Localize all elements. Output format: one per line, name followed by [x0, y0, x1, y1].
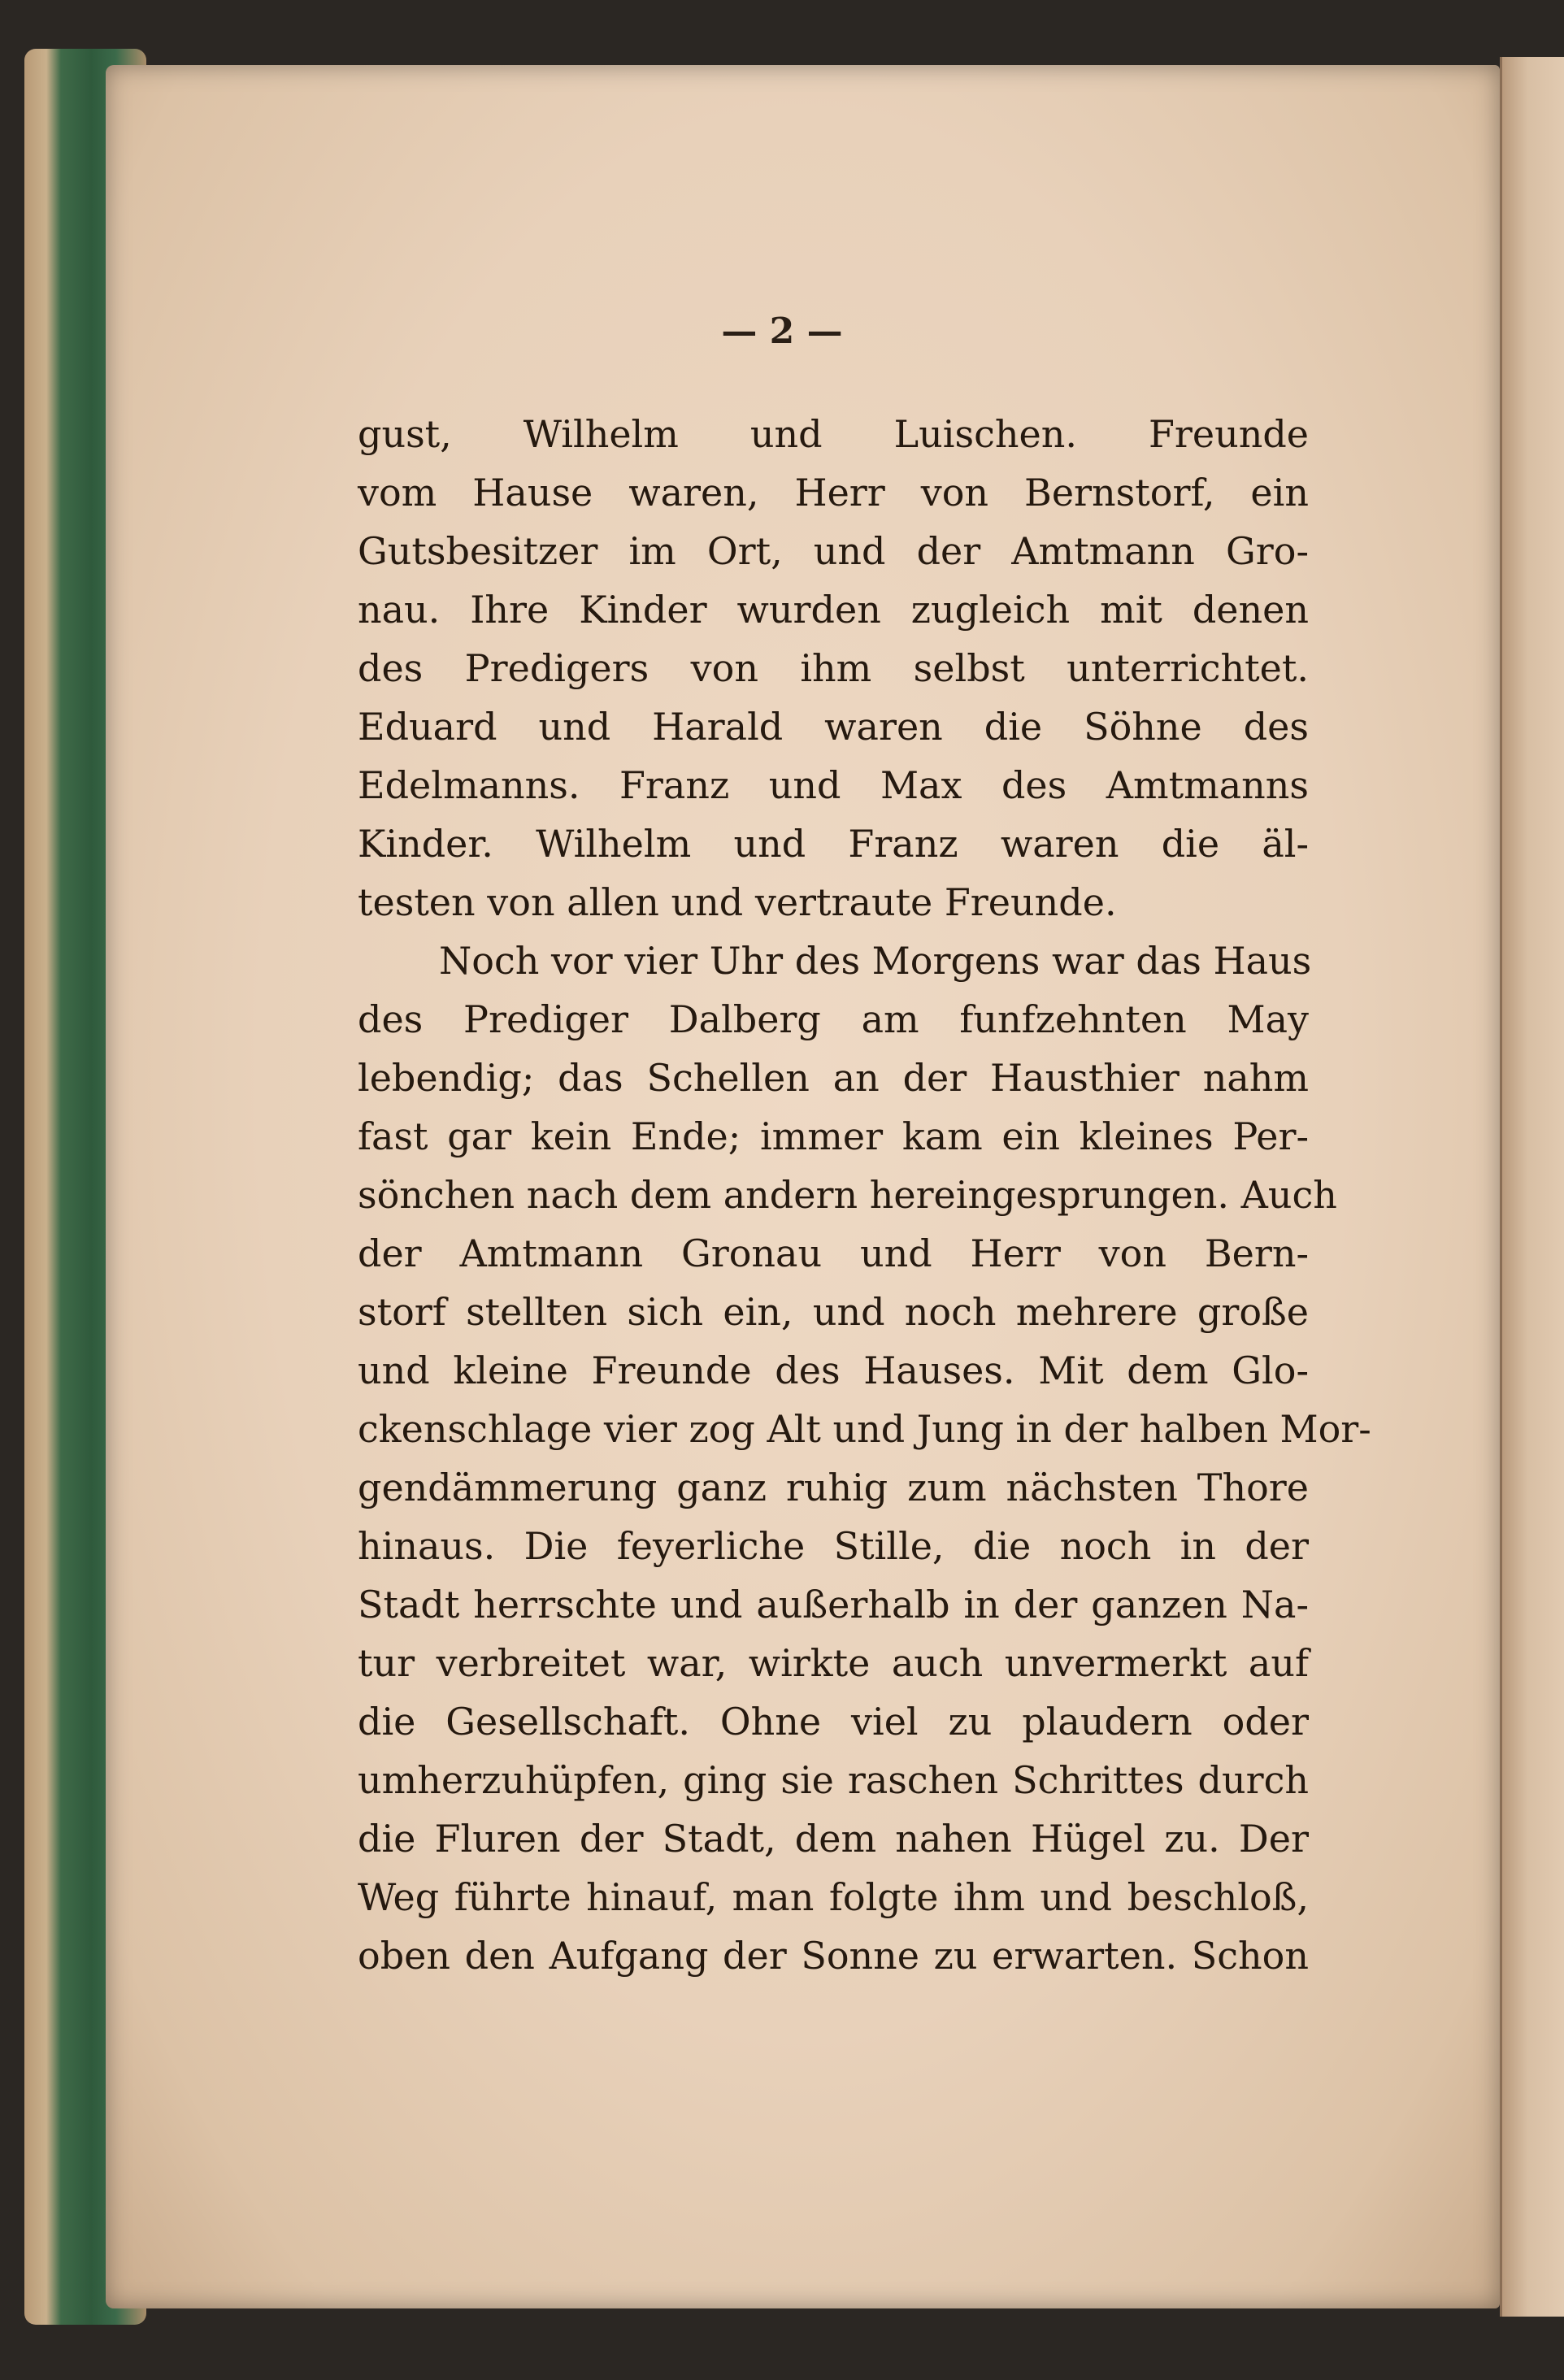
- page-text: [358, 405, 1371, 1985]
- text-line: tur verbreitet war, wirkte auch unvermerkt auf: [358, 1641, 1309, 1685]
- text-line: Noch vor vier Uhr des Morgens war das Haus: [439, 939, 1312, 983]
- text-line: des Predigers von ihm selbst unterrichtet.: [358, 646, 1309, 690]
- paragraph-1: [358, 405, 1309, 932]
- text-line: hinaus. Die feyerliche Stille, die noch in der: [358, 1524, 1309, 1568]
- text-line: umherzuhüpfen, ging sie raschen Schrittes durch: [358, 1758, 1309, 1802]
- text-line: Weg führte hinauf, man folgte ihm und beschloß,: [358, 1875, 1309, 1919]
- text-line: gendämmerung ganz ruhig zum nächsten Thore: [358, 1466, 1309, 1509]
- text-line: des Prediger Dalberg am funfzehnten May: [358, 997, 1309, 1041]
- text-line: die Gesellschaft. Ohne viel zu plaudern oder: [358, 1700, 1309, 1744]
- text-line: Kinder. Wilhelm und Franz waren die äl-: [358, 822, 1309, 866]
- text-line: oben den Aufgang der Sonne zu erwarten. Schon: [358, 1934, 1309, 1978]
- text-line: und kleine Freunde des Hauses. Mit dem Glo-: [358, 1349, 1309, 1392]
- text-line: gust, Wilhelm und Luischen. Freunde: [358, 412, 1309, 456]
- text-line: Gutsbesitzer im Ort, und der Amtmann Gro-: [358, 529, 1309, 573]
- text-line: Eduard und Harald waren die Söhne des: [358, 705, 1309, 749]
- text-line: testen von allen und vertraute Freunde.: [358, 880, 1117, 924]
- paragraph-2: [358, 932, 1371, 1985]
- page-number: — 2 —: [721, 311, 843, 352]
- text-line: lebendig; das Schellen an der Hausthier nahm: [358, 1056, 1309, 1100]
- text-line: nau. Ihre Kinder wurden zugleich mit denen: [358, 588, 1309, 632]
- text-line: fast gar kein Ende; immer kam ein kleines Per-: [358, 1114, 1309, 1158]
- text-line: Edelmanns. Franz und Max des Amtmanns: [358, 763, 1309, 807]
- facing-page-edge: [1500, 57, 1564, 2317]
- text-line: storf stellten sich ein, und noch mehrere große: [358, 1290, 1309, 1334]
- text-line: ckenschlage vier zog Alt und Jung in der halben Mor-: [358, 1407, 1371, 1451]
- text-line: sönchen nach dem andern hereingesprungen. Auch: [358, 1173, 1337, 1217]
- text-line: vom Hause waren, Herr von Bernstorf, ein: [358, 471, 1309, 515]
- text-line: die Fluren der Stadt, dem nahen Hügel zu. Der: [358, 1817, 1309, 1861]
- text-line: der Amtmann Gronau und Herr von Bern-: [358, 1231, 1309, 1275]
- text-line: Stadt herrschte und außerhalb in der ganzen Na-: [358, 1583, 1309, 1626]
